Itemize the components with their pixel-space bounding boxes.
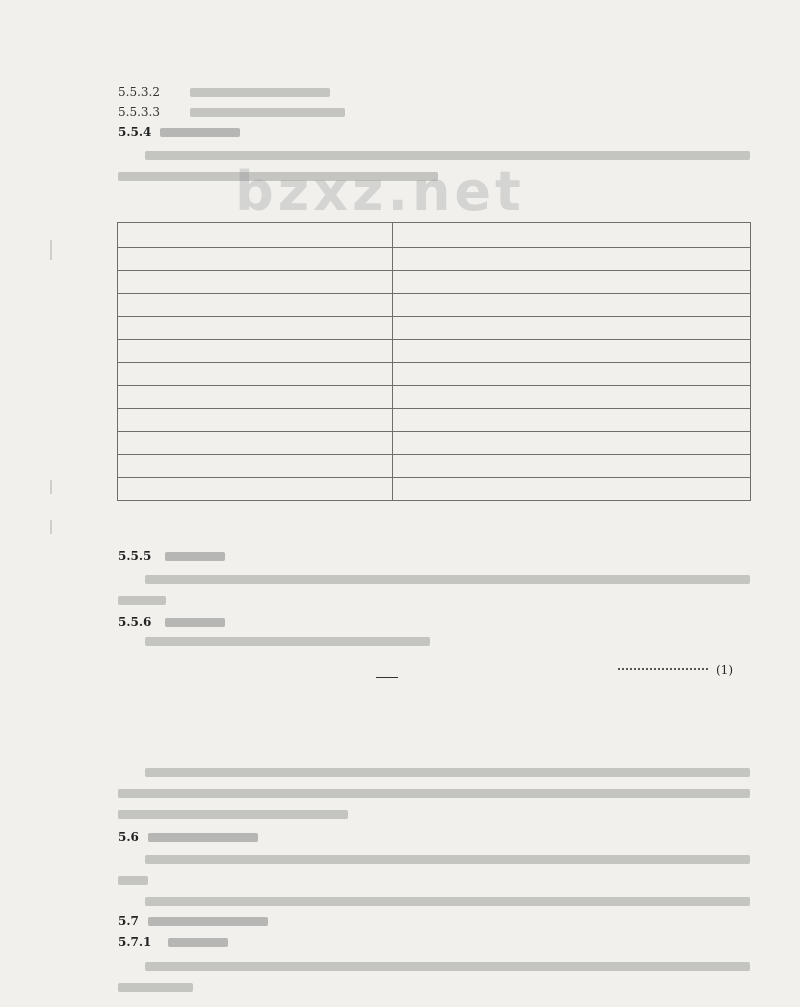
table-cell-value xyxy=(393,271,751,294)
formula-denominator xyxy=(376,678,398,692)
section-heading xyxy=(148,833,258,842)
table-row xyxy=(118,455,751,478)
term-symbol xyxy=(145,741,175,757)
table-cell-value xyxy=(393,317,751,340)
dot-leader xyxy=(618,668,708,670)
section-heading xyxy=(160,128,240,137)
scan-artifact xyxy=(50,240,52,260)
table-cell-value xyxy=(393,363,751,386)
section-heading-number: 5.5.6 xyxy=(118,615,152,629)
paragraph-line xyxy=(118,789,750,798)
table-row xyxy=(118,317,751,340)
formula-fraction xyxy=(376,663,398,692)
section-heading xyxy=(165,552,225,561)
table-cell-item xyxy=(118,363,393,386)
table-cell-value xyxy=(393,478,751,501)
table-cell-value xyxy=(393,248,751,271)
paragraph-line xyxy=(118,983,193,992)
table-cell-item xyxy=(118,455,393,478)
table-row xyxy=(118,432,751,455)
paragraph-line xyxy=(118,810,348,819)
section-heading-number: 5.5.5 xyxy=(118,549,152,563)
section-heading-number: 5.7 xyxy=(118,914,139,928)
section-heading xyxy=(168,938,228,947)
table-header-item xyxy=(118,223,393,248)
where-label xyxy=(145,697,175,713)
table-header-row xyxy=(118,223,751,248)
table-cell-value xyxy=(393,340,751,363)
table-caption xyxy=(0,204,800,220)
table-row xyxy=(118,363,751,386)
table-row xyxy=(118,478,751,501)
section-heading-number: 5.5.4 xyxy=(118,125,152,139)
paragraph-line xyxy=(145,637,430,646)
table-cell-item xyxy=(118,340,393,363)
table-cell-item xyxy=(118,317,393,340)
section-heading-number: 5.6 xyxy=(118,830,139,844)
parameters-table xyxy=(117,222,751,501)
section-heading xyxy=(148,917,268,926)
scan-artifact xyxy=(50,480,52,494)
table-cell-value xyxy=(393,455,751,478)
table-row xyxy=(118,409,751,432)
table-row xyxy=(118,248,751,271)
formula-numerator xyxy=(376,663,398,678)
term-definition xyxy=(192,741,362,757)
section-heading-number: 5.7.1 xyxy=(118,935,152,949)
paragraph-line xyxy=(118,876,148,885)
formula xyxy=(370,663,404,692)
table-cell-item xyxy=(118,271,393,294)
watermark: bzxz.net xyxy=(235,160,525,223)
table-cell-item xyxy=(118,432,393,455)
paragraph-line xyxy=(145,855,750,864)
section-number: 5.5.3.3 xyxy=(118,105,160,119)
table-cell-item xyxy=(118,248,393,271)
table-cell-item xyxy=(118,294,393,317)
table-cell-value xyxy=(393,432,751,455)
paragraph-line xyxy=(145,768,750,777)
table-row xyxy=(118,386,751,409)
section-text xyxy=(190,88,330,97)
table-row xyxy=(118,271,751,294)
section-heading xyxy=(165,618,225,627)
table-row xyxy=(118,294,751,317)
paragraph-line xyxy=(145,151,750,160)
table-cell-value xyxy=(393,409,751,432)
paragraph-line xyxy=(145,575,750,584)
paragraph-line xyxy=(118,172,438,181)
table-cell-item xyxy=(118,386,393,409)
section-number: 5.5.3.2 xyxy=(118,85,160,99)
term-symbol xyxy=(145,719,175,735)
table-cell-value xyxy=(393,386,751,409)
table-cell-item xyxy=(118,409,393,432)
table-cell-value xyxy=(393,294,751,317)
equation-number: (1) xyxy=(716,663,733,677)
table-cell-item xyxy=(118,478,393,501)
paragraph-line xyxy=(145,897,750,906)
table-row xyxy=(118,340,751,363)
table-header-value xyxy=(393,223,751,248)
scan-artifact xyxy=(50,520,52,534)
paragraph-line xyxy=(145,962,750,971)
section-text xyxy=(190,108,345,117)
term-definition xyxy=(192,719,362,735)
paragraph-line xyxy=(118,596,166,605)
